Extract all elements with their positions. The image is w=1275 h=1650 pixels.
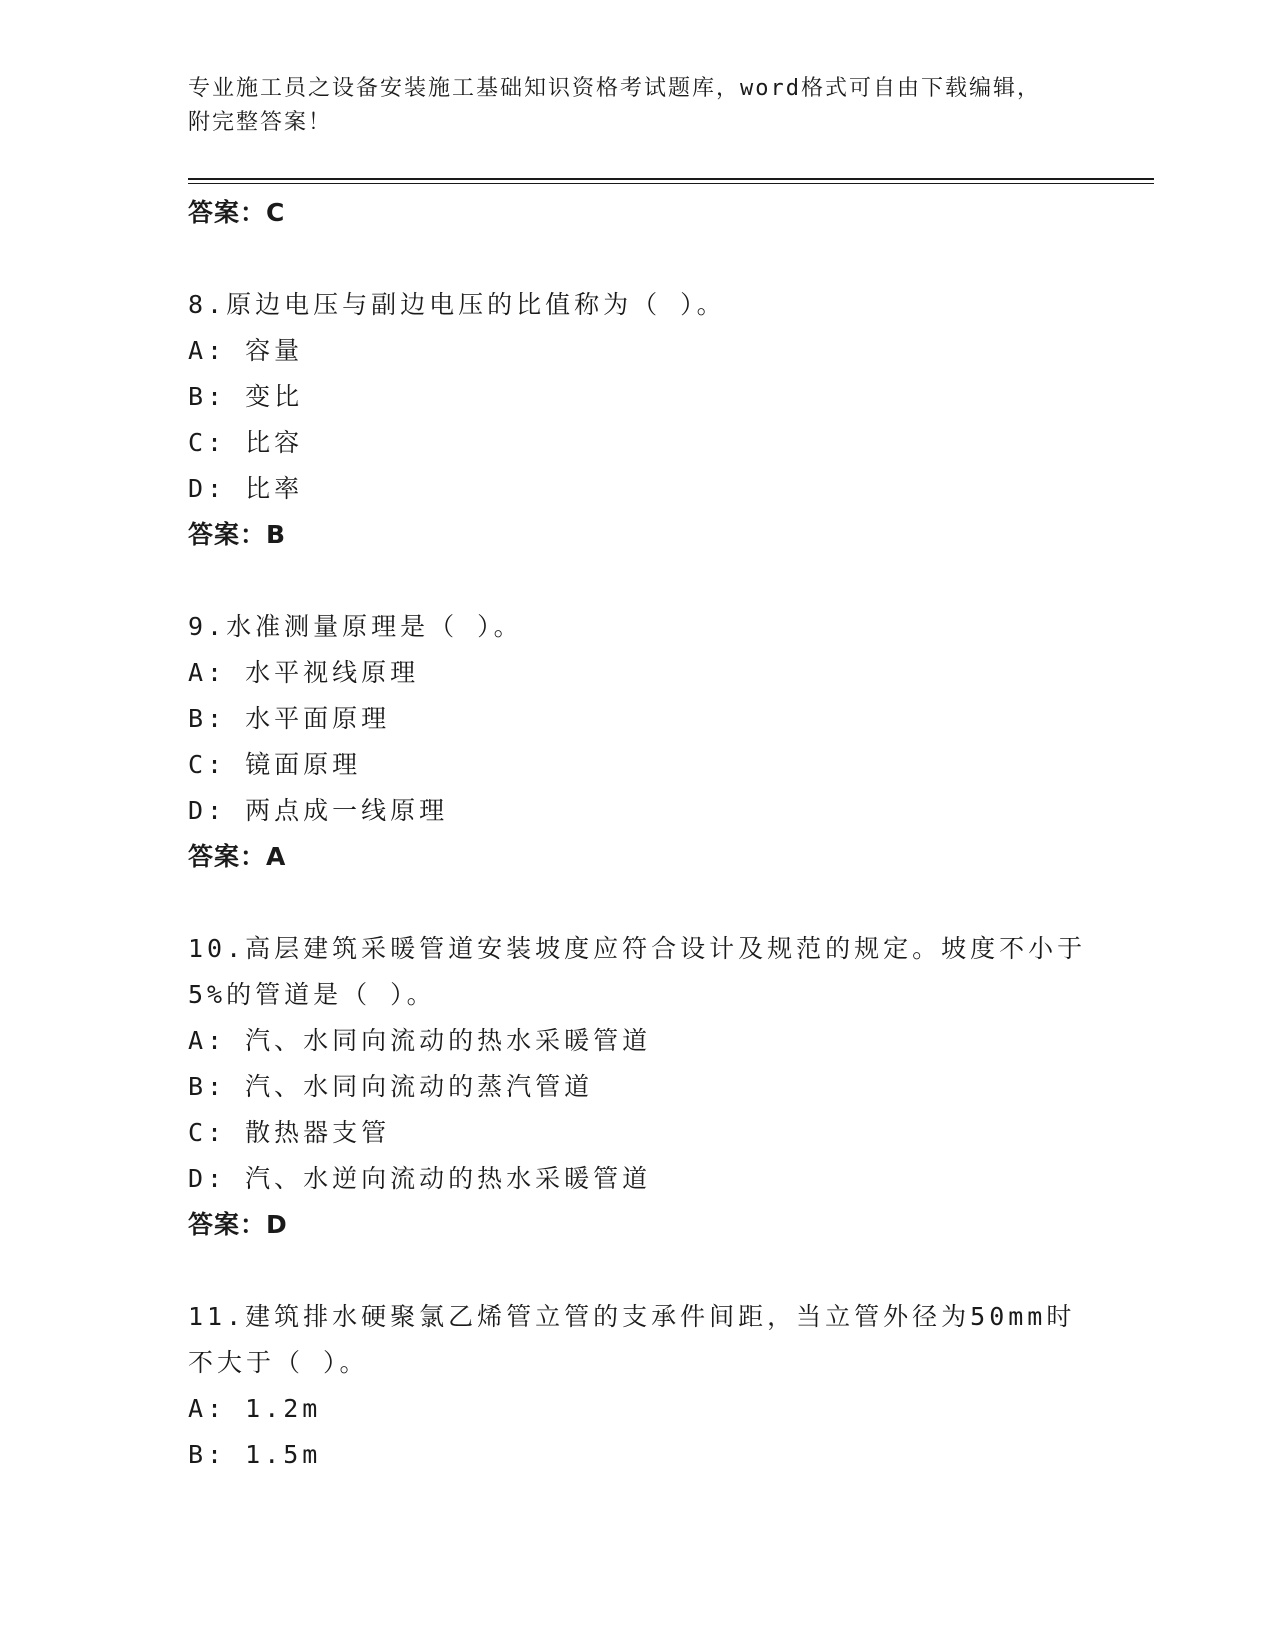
question-9 <box>188 604 1088 880</box>
option-a: A: 1.2m <box>188 1394 322 1423</box>
question-stem: 8.原边电压与副边电压的比值称为（ ）。 <box>188 290 726 319</box>
option-c: C: 散热器支管 <box>188 1118 391 1147</box>
answer-line: 答案：A <box>188 842 287 871</box>
answer-line: 答案：D <box>188 1210 288 1239</box>
option-c: C: 镜面原理 <box>188 750 362 779</box>
question-11 <box>188 1294 1088 1478</box>
option-b: B: 变比 <box>188 382 304 411</box>
option-b: B: 1.5m <box>188 1440 322 1469</box>
question-stem-line-2: 不大于（ ）。 <box>188 1348 369 1377</box>
question-10 <box>188 926 1088 1248</box>
option-a: A: 容量 <box>188 336 304 365</box>
spacer <box>188 1248 1088 1294</box>
spacer <box>188 558 1088 604</box>
question-stem: 9.水准测量原理是（ ）。 <box>188 612 523 641</box>
option-d: D: 两点成一线原理 <box>188 796 449 825</box>
answer-line: 答案：B <box>188 520 287 549</box>
question-stem-line-2: 5%的管道是（ ）。 <box>188 980 436 1009</box>
option-a: A: 水平视线原理 <box>188 658 420 687</box>
header-divider-thin <box>188 183 1154 184</box>
option-d: D: 比率 <box>188 474 304 503</box>
option-c: C: 比容 <box>188 428 304 457</box>
spacer <box>188 880 1088 926</box>
header-line-2: 附完整答案！ <box>188 110 333 135</box>
question-8 <box>188 282 1088 558</box>
header-line-1: 专业施工员之设备安装施工基础知识资格考试题库，word格式可自由下载编辑， <box>188 76 1041 101</box>
question-stem-line-1: 10.高层建筑采暖管道安装坡度应符合设计及规范的规定。坡度不小于 <box>188 934 1087 963</box>
question-content <box>188 190 1088 1478</box>
header-divider-thick <box>188 178 1154 180</box>
spacer <box>188 236 1088 282</box>
question-stem-line-1: 11.建筑排水硬聚氯乙烯管立管的支承件间距，当立管外径为50mm时 <box>188 1302 1076 1331</box>
option-b: B: 汽、水同向流动的蒸汽管道 <box>188 1072 594 1101</box>
option-d: D: 汽、水逆向流动的热水采暖管道 <box>188 1164 652 1193</box>
option-b: B: 水平面原理 <box>188 704 391 733</box>
document-header <box>188 72 1088 140</box>
option-a: A: 汽、水同向流动的热水采暖管道 <box>188 1026 652 1055</box>
answer-line: 答案：C <box>188 198 286 227</box>
